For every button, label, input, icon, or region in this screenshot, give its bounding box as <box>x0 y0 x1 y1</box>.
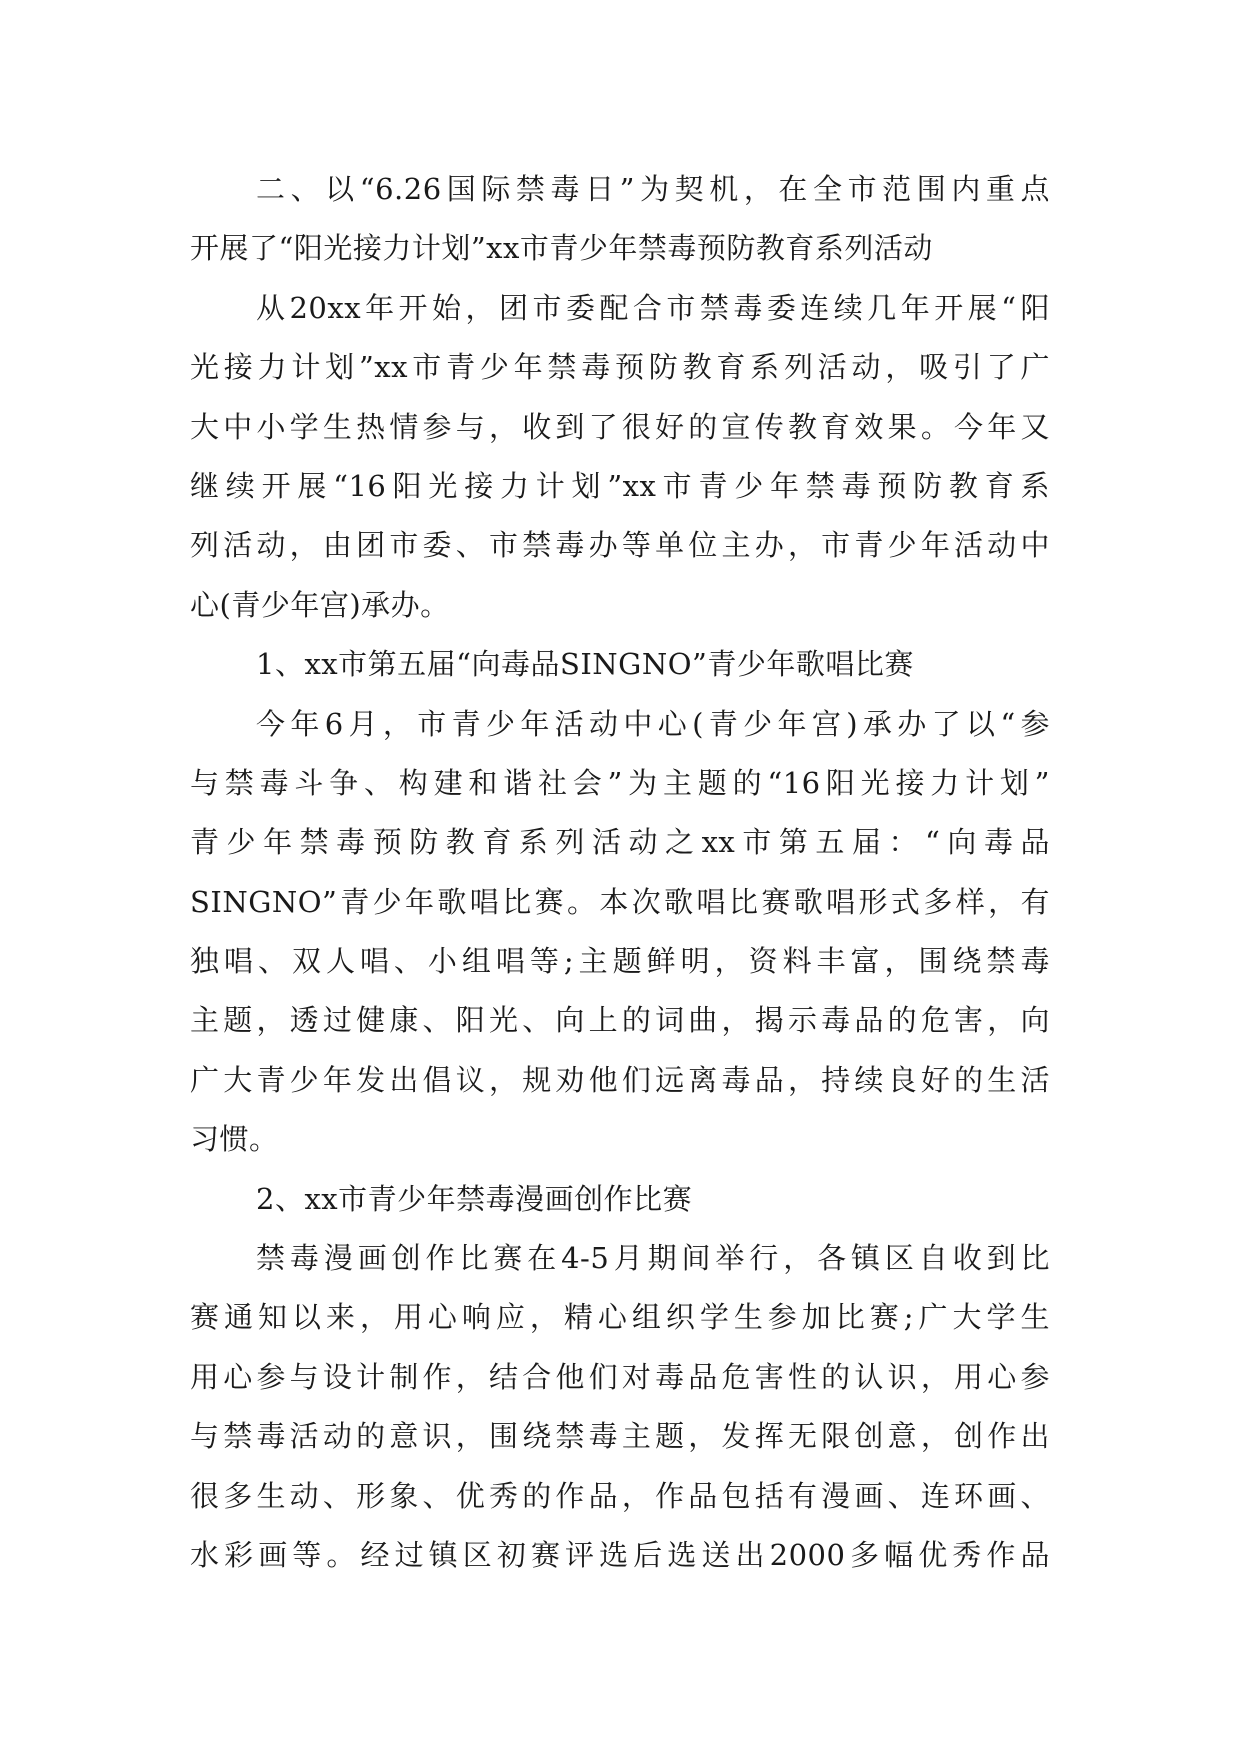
paragraph-line: 独唱、双人唱、小组唱等;主题鲜明，资料丰富，围绕禁毒 <box>190 944 1050 979</box>
paragraph-line: 光接力计划”xx市青少年禁毒预防教育系列活动，吸引了广 <box>190 350 1050 385</box>
paragraph-line: 大中小学生热情参与，收到了很好的宣传教育效果。今年又 <box>190 409 1050 444</box>
paragraph-line: 用心参与设计制作，结合他们对毒品危害性的认识，用心参 <box>190 1359 1050 1394</box>
paragraph-line: 继续开展“16阳光接力计划”xx市青少年禁毒预防教育系 <box>190 468 1050 503</box>
document-body <box>190 160 1050 1585</box>
paragraph-line: 列活动，由团市委、市禁毒办等单位主办，市青少年活动中 <box>190 528 1050 563</box>
paragraph-line: 与禁毒斗争、构建和谐社会”为主题的“16阳光接力计划” <box>190 765 1050 800</box>
paragraph-line: 禁毒漫画创作比赛在4-5月期间举行，各镇区自收到比 <box>256 1241 1050 1276</box>
paragraph-line: 主题，透过健康、阳光、向上的词曲，揭示毒品的危害，向 <box>190 1003 1050 1038</box>
paragraph-line: 很多生动、形象、优秀的作品，作品包括有漫画、连环画、 <box>190 1478 1050 1513</box>
subsection-heading-2: 2、xx市青少年禁毒漫画创作比赛 <box>256 1181 693 1216</box>
paragraph-line: 青少年禁毒预防教育系列活动之xx市第五届：“向毒品 <box>190 825 1050 860</box>
section-heading-2: 二、以“6.26国际禁毒日”为契机，在全市范围内重点 <box>256 172 1050 206</box>
section-heading-2-continued: 开展了“阳光接力计划”xx市青少年禁毒预防教育系列活动 <box>190 231 933 266</box>
paragraph-line: 水彩画等。经过镇区初赛评选后选送出2000多幅优秀作品 <box>190 1537 1050 1572</box>
paragraph-line: 广大青少年发出倡议，规劝他们远离毒品，持续良好的生活 <box>190 1062 1050 1097</box>
paragraph-line: 从20xx年开始，团市委配合市禁毒委连续几年开展“阳 <box>256 290 1050 325</box>
paragraph-line: 习惯。 <box>190 1122 279 1157</box>
paragraph-line: 心(青少年宫)承办。 <box>190 587 450 622</box>
paragraph-line: 与禁毒活动的意识，围绕禁毒主题，发挥无限创意，创作出 <box>190 1419 1050 1454</box>
paragraph-line: SINGNO”青少年歌唱比赛。本次歌唱比赛歌唱形式多样，有 <box>190 884 1050 919</box>
paragraph-line: 赛通知以来，用心响应，精心组织学生参加比赛;广大学生 <box>190 1300 1050 1335</box>
subsection-heading-1: 1、xx市第五届“向毒品SINGNO”青少年歌唱比赛 <box>256 647 914 682</box>
paragraph-line: 今年6月，市青少年活动中心(青少年宫)承办了以“参 <box>256 706 1050 741</box>
